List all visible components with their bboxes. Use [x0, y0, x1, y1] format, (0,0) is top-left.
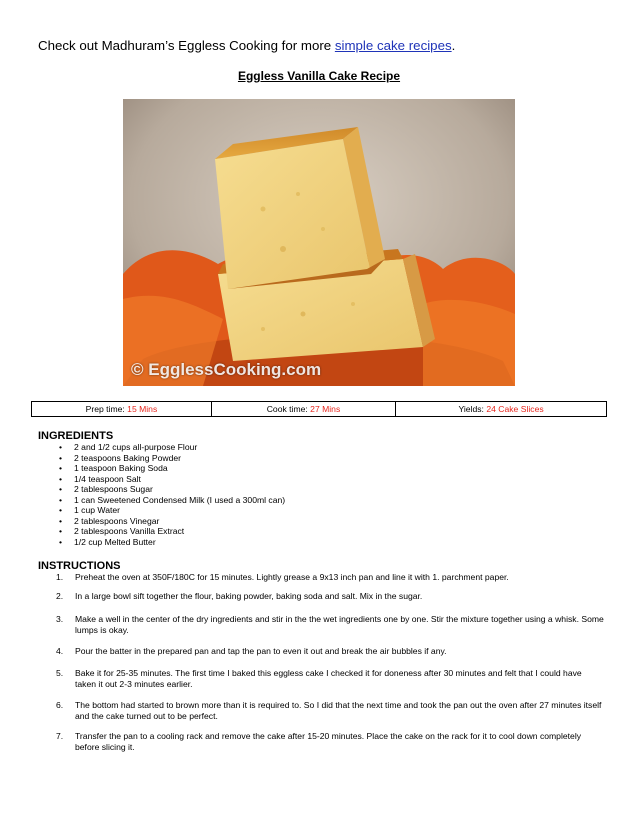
step-number: 4. — [56, 646, 64, 656]
instruction-step — [38, 700, 604, 722]
cake-illustration — [123, 99, 515, 386]
cake-photo — [123, 99, 515, 386]
step-number: 5. — [56, 668, 64, 678]
instruction-step — [38, 614, 604, 636]
step-text: Bake it for 25-35 minutes. The first time I baked this eggless cake I checked it for doneness after 30 minutes and felt that I could have taken it out 2-3 minutes earlier. — [75, 668, 582, 689]
step-text: In a large bowl sift together the flour, baking powder, baking soda and salt. Mix in the sugar. — [75, 591, 423, 601]
ingredient-item: • 2 tablespoons Vinegar — [38, 516, 285, 527]
recipe-title: Eggless Vanilla Cake Recipe — [237, 69, 401, 83]
step-number: 7. — [56, 731, 64, 741]
step-text: Transfer the pan to a cooling rack and remove the cake after 15-20 minutes. Place the cake on the rack for it to cool down completely before slicing it. — [75, 731, 582, 752]
step-number: 6. — [56, 700, 64, 710]
ingredient-item: • 1 can Sweetened Condensed Milk (I used a 300ml can) — [38, 495, 285, 506]
cook-time-value: 27 Mins — [310, 404, 341, 414]
ingredient-item: • 2 tablespoons Vanilla Extract — [38, 526, 285, 537]
instruction-step — [38, 591, 604, 602]
step-number: 3. — [56, 614, 64, 624]
instruction-step — [38, 668, 604, 690]
ingredient-item: • 1 teaspoon Baking Soda — [38, 463, 285, 474]
ingredients-heading: INGREDIENTS — [38, 430, 114, 442]
ingredient-item: • 2 tablespoons Sugar — [38, 484, 285, 495]
ingredient-item: • 1/2 cup Melted Butter — [38, 537, 285, 548]
photo-watermark: © EgglessCooking.com — [131, 360, 322, 379]
instruction-step — [38, 572, 604, 583]
ingredient-item: • 2 and 1/2 cups all-purpose Flour — [38, 442, 285, 453]
step-text: Preheat the oven at 350F/180C for 15 minutes. Lightly grease a 9x13 inch pan and line it with 1. parchment paper. — [75, 572, 509, 582]
intro-text: Check out Madhuram’s Eggless Cooking for more — [38, 38, 335, 53]
instruction-step — [38, 731, 604, 753]
ingredients-list — [38, 442, 285, 547]
prep-time-cell — [32, 402, 212, 417]
recipe-meta-table — [31, 401, 607, 417]
instructions-heading: INSTRUCTIONS — [38, 560, 121, 572]
prep-time-value: 15 Mins — [127, 404, 158, 414]
step-text: Make a well in the center of the dry ingredients and stir in the the wet ingredients one by one. Stir the mixture together using a whisk. Some lumps is okay. — [75, 614, 604, 635]
yield-label: Yields: — [458, 404, 487, 414]
step-number: 1. — [56, 572, 64, 582]
simple-cake-recipes-link[interactable]: simple cake recipes — [334, 38, 452, 53]
ingredient-item: • 1 cup Water — [38, 505, 285, 516]
step-text: The bottom had started to brown more than it is required to. So I did that the next time and took the pan out the oven after 27 minutes itself and the cake turned out to be perfect. — [75, 700, 602, 721]
yield-cell — [396, 402, 607, 417]
ingredient-item: • 2 teaspoons Baking Powder — [38, 453, 285, 464]
step-text: Pour the batter in the prepared pan and tap the pan to even it out and break the air bubbles if any. — [75, 646, 447, 656]
intro-line — [38, 38, 455, 53]
prep-time-label: Prep time: — [85, 404, 128, 414]
yield-value: 24 Cake Slices — [486, 404, 544, 414]
instruction-step — [38, 646, 604, 657]
cook-time-cell — [211, 402, 395, 417]
step-number: 2. — [56, 591, 64, 601]
meta-row — [32, 402, 607, 417]
intro-suffix: . — [451, 38, 456, 53]
ingredient-item: • 1/4 teaspoon Salt — [38, 474, 285, 485]
cook-time-label: Cook time: — [266, 404, 311, 414]
